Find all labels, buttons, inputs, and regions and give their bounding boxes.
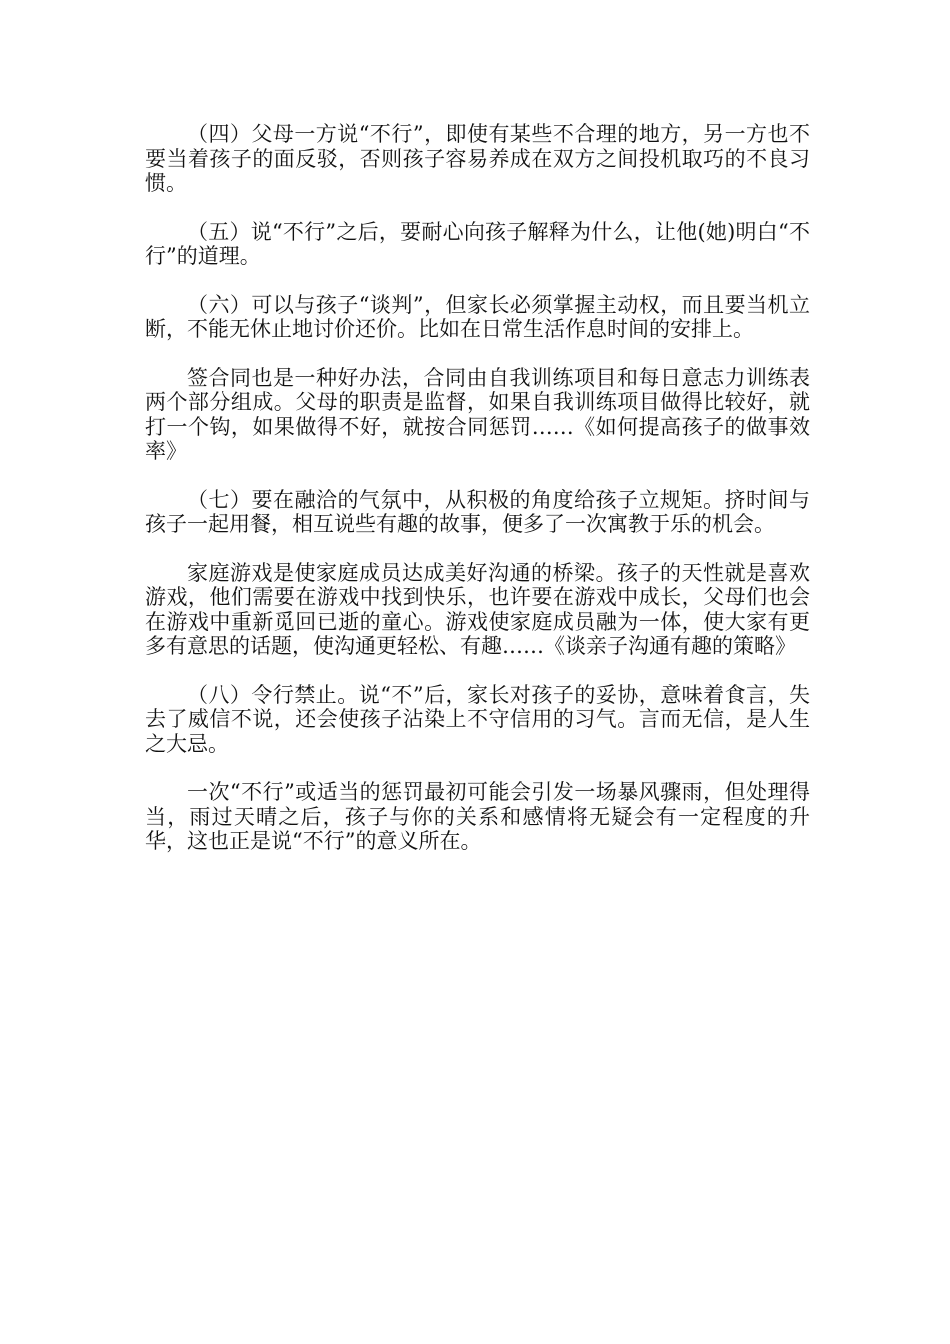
paragraph-family-games: 家庭游戏是使家庭成员达成美好沟通的桥梁。孩子的天性就是喜欢游戏，他们需要在游戏中找到快乐，也许要在游戏中成长，父母们也会在游戏中重新觅回已逝的童心。游戏使家庭成员融为一体，使大家有更多有意思的话题，使沟通更轻松、有趣……《谈亲子沟通有趣的策略》 <box>145 560 810 658</box>
paragraph-4: （四）父母一方说“不行”，即使有某些不合理的地方，另一方也不要当着孩子的面反驳，否则孩子容易养成在双方之间投机取巧的不良习惯。 <box>145 122 810 195</box>
document-body <box>145 122 810 878</box>
paragraph-5: （五）说“不行”之后，要耐心向孩子解释为什么，让他(她)明白“不行”的道理。 <box>145 219 810 268</box>
paragraph-8: （八）令行禁止。说“不”后，家长对孩子的妥协，意味着食言，失去了威信不说，还会使孩子沾染上不守信用的习气。言而无信，是人生之大忌。 <box>145 682 810 756</box>
paragraph-6: （六）可以与孩子“谈判”，但家长必须掌握主动权，而且要当机立断，不能无休止地讨价还价。比如在日常生活作息时间的安排上。 <box>145 292 810 341</box>
paragraph-7: （七）要在融洽的气氛中，从积极的角度给孩子立规矩。挤时间与孩子一起用餐，相互说些有趣的故事，便多了一次寓教于乐的机会。 <box>145 487 810 536</box>
paragraph-conclusion: 一次“不行”或适当的惩罚最初可能会引发一场暴风骤雨，但处理得当，雨过天晴之后，孩子与你的关系和感情将无疑会有一定程度的升华，这也正是说“不行”的意义所在。 <box>145 780 810 853</box>
paragraph-contract: 签合同也是一种好办法，合同由自我训练项目和每日意志力训练表两个部分组成。父母的职责是监督，如果自我训练项目做得比较好，就打一个钩，如果做得不好，就按合同惩罚……《如何提高孩子的做事效率》 <box>145 365 810 463</box>
